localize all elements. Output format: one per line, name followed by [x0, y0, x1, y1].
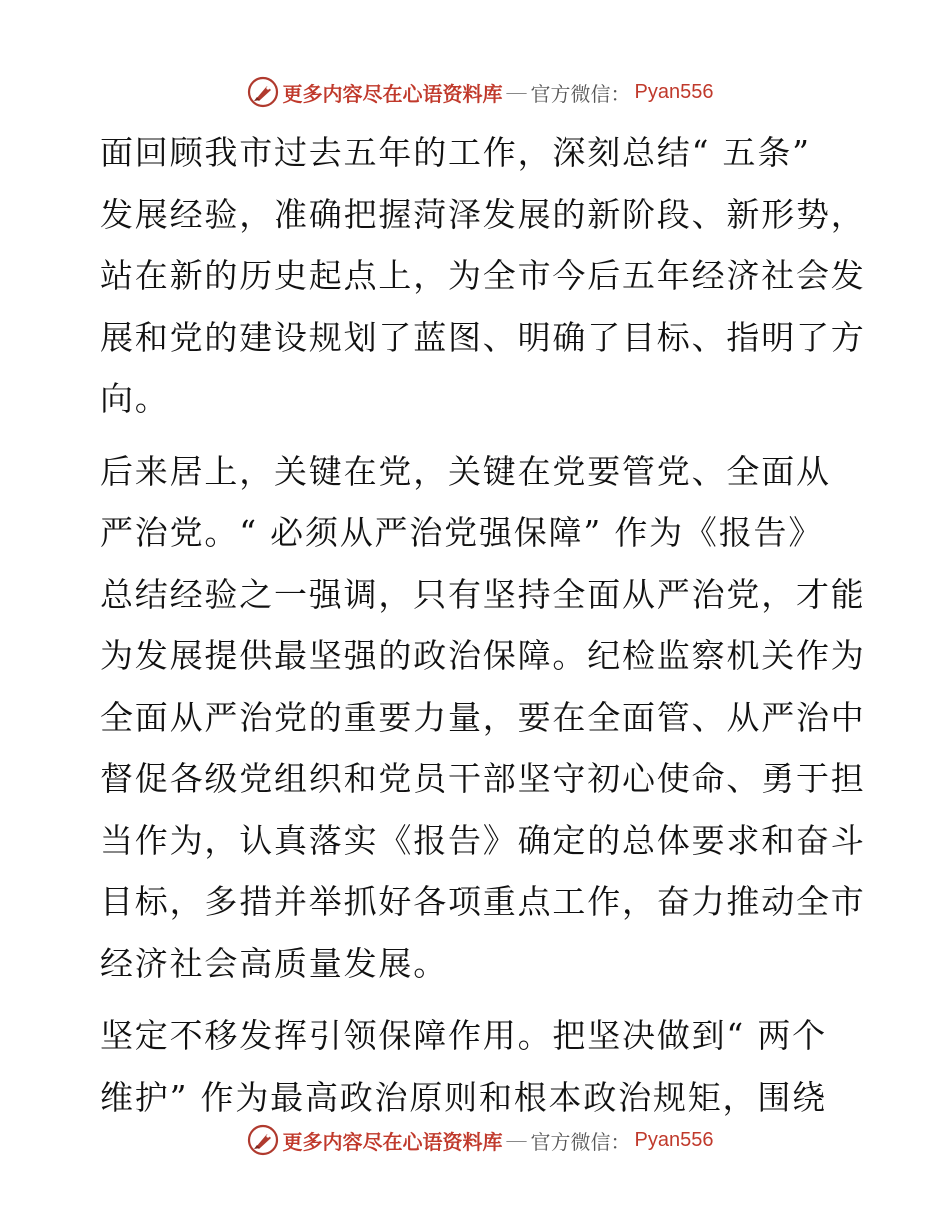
text-line: 向。 — [100, 379, 170, 418]
paragraph-3 — [100, 1005, 852, 1128]
paragraph-1 — [100, 122, 866, 430]
text-line: 后来居上，关键在党，关键在党要管党、全面从 — [100, 451, 831, 491]
document-body — [100, 122, 866, 1128]
text-line: 站在新的历史起点上，为全市今后五年经济社会发 — [100, 256, 866, 295]
text-line: 发展经验，准确把握菏泽发展的新阶段、新形势， — [100, 194, 866, 234]
text-line: 目标，多措并举抓好各项重点工作，奋力推动全市 — [100, 882, 866, 921]
text-line: 全面从严治党的重要力量，要在全面管、从严治中 — [100, 697, 866, 737]
banner-title: 更多内容尽在心语资料库 — [282, 81, 503, 106]
text-line: 坚定不移发挥引领保障作用。把坚决做到“ 两个 — [100, 1016, 827, 1055]
header-banner-inner — [247, 76, 714, 108]
text-line: 维护” 作为最高政治原则和根本政治规矩，围绕 — [100, 1077, 827, 1117]
text-line: 面回顾我市过去五年的工作，深刻总结“ 五条” — [100, 133, 811, 172]
banner-title: 更多内容尽在心语资料库 — [282, 1129, 503, 1154]
header-banner — [0, 72, 950, 112]
banner-account-id: Pyan556 — [634, 80, 714, 103]
footer-banner-inner — [247, 1124, 714, 1156]
footer-banner — [0, 1120, 950, 1160]
paragraph-2 — [100, 441, 866, 995]
text-line: 严治党。“ 必须从严治党强保障” 作为《报告》 — [100, 513, 824, 552]
text-line: 经济社会高质量发展。 — [100, 943, 448, 983]
text-line: 为发展提供最坚强的政治保障。纪检监察机关作为 — [100, 636, 866, 675]
pen-nib-logo-icon — [247, 1124, 279, 1156]
banner-official-label: 官方微信： — [530, 81, 631, 106]
banner-account-id: Pyan556 — [634, 1128, 714, 1151]
text-line: 当作为，认真落实《报告》确定的总体要求和奋斗 — [100, 820, 866, 860]
text-line: 展和党的建设规划了蓝图、明确了目标、指明了方 — [100, 317, 866, 357]
pen-nib-logo-icon — [247, 76, 279, 108]
banner-official-label: 官方微信： — [530, 1129, 631, 1154]
text-line: 总结经验之一强调，只有坚持全面从严治党，才能 — [100, 574, 866, 614]
banner-separator: — — [506, 1128, 527, 1151]
text-line: 督促各级党组织和党员干部坚守初心使命、勇于担 — [100, 759, 866, 798]
banner-separator: — — [506, 80, 527, 103]
